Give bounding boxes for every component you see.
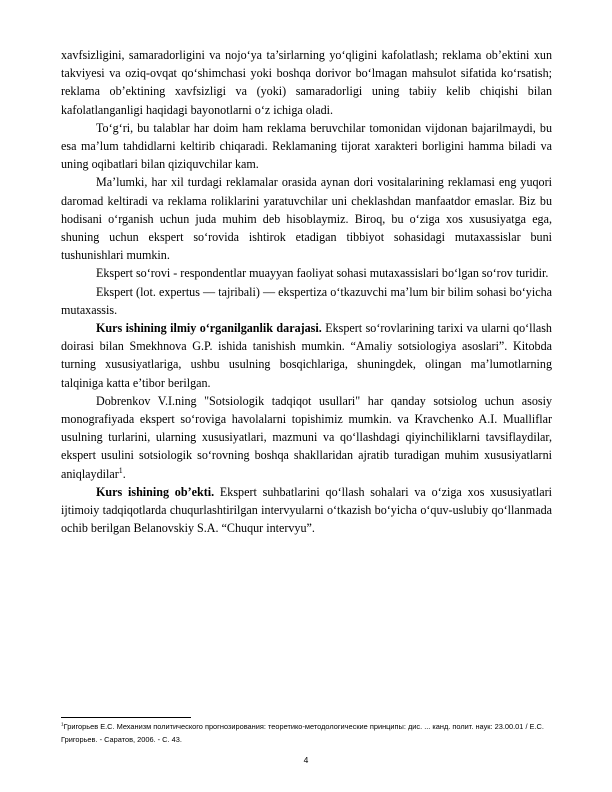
footnote-separator	[61, 717, 191, 718]
page-number: 4	[303, 755, 309, 765]
paragraph-text: .	[122, 466, 126, 481]
footnote-text: Григорьев Е.С. Механизм политического прогнозирования: теоретико-методологические принципы: дис. ... канд. полит. наук: 23.00.01 / Е.С. Григорьев. - Саратов, 2006. - С. 43.	[61, 722, 544, 744]
paragraph: xavfsizligini, samaradorligini va nojo‘ya ta’sirlarning yo‘qligini kafolatlash; reklama ob’ektini xun takviyesi va oziq-ovqat qo‘shimchasi yoki boshqa dorivor bo‘lmagan mahsulot sifatida ko‘rsatish; reklama ob’ektining xavfsizligi va (yoki) samaradorligi uning tabiiy kelib chiqishi bilan kafolatlanganligi haqidagi bayonotlarni o‘z ichiga oladi.	[61, 48, 552, 117]
paragraph-text: Dobrenkov V.I.ning "Sotsiologik tadqiqot usullari" har qanday sotsiolog uchun asosiy monografiyada ekspert so‘roviga havolalarni topishimiz mumkin. va Kravchenko A.I. Mualliflar usulning turlarini, ularning xususiyatlari, mazmuni va qo‘llashdagi qiyinchiliklarni tavsiflaydilar, ekspert usulini sotsiologik so‘rovning boshqa shakllaridan ajratib turadigan muhim xususiyatlarni aniqlaydilar	[61, 393, 552, 481]
paragraph	[61, 483, 552, 538]
section-heading: Kurs ishining ob’ekti.	[96, 484, 215, 499]
footnote-reference[interactable]: 1	[118, 465, 123, 475]
paragraph	[61, 392, 552, 483]
paragraph: Ekspert so‘rovi - respondentlar muayyan faoliyat sohasi mutaxassislari bo‘lgan so‘rov turidir.	[96, 266, 549, 281]
body-text	[61, 46, 552, 537]
footnote-mark: 1	[61, 722, 64, 728]
paragraph: Ma’lumki, har xil turdagi reklamalar orasida aynan dori vositalarining reklamasi eng yuqori daromad keltiradi va reklama roliklarini yaratuvchilar uni cheklashdan manfaatdor emaslar. Biz bu hodisani o‘rganish uchun juda muhim deb hisoblaymiz. Biroq, bu o‘ziga xos xususiyatga ega, shuning uchun ekspert so‘rovida ishtirok etadigan tibbiyot sohasidagi mutaxassislar buni tushunishlari mumkin.	[61, 175, 552, 263]
section-heading: Kurs ishining ilmiy o‘rganilganlik darajasi.	[96, 321, 322, 336]
paragraph	[61, 319, 552, 392]
paragraph: Ekspert (lot. expertus — tajribali) — ekspertiza o‘tkazuvchi ma’lum bir bilim sohasi bo‘yicha mutaxassis.	[61, 284, 552, 317]
footnote	[61, 721, 552, 746]
paragraph-text: Ekspert so‘rovlarining tarixi va ularni qo‘llash doirasi bilan Smekhnova G.P. ishida tanishish mumkin. “Amaliy sotsiologiya asoslari”. Kitobda turning xususiyatlariga, ushbu usulning bosqichlariga, shuningdek, olingan ma’lumotlarning talqiniga katta e’tibor berilgan.	[61, 321, 552, 390]
paragraph: To‘g‘ri, bu talablar har doim ham reklama beruvchilar tomonidan vijdonan bajarilmaydi, bu esa ma’lum tahdidlarni keltirib chiqaradi. Reklamaning tijorat xarakteri borligini hamma biladi va uning oqibatlari bilan qiziquvchilar kam.	[61, 120, 552, 172]
paragraph-text: Ekspert suhbatlarini qo‘llash sohalari va o‘ziga xos xususiyatlari ijtimoiy tadqiqotlarda chuqurlashtirilgan intervyularni o‘tkazish bo‘yicha o‘quv-uslubiy qo‘llanmada ochib berilgan Belanovskiy S.A. “Chuqur intervyu”.	[61, 484, 552, 536]
